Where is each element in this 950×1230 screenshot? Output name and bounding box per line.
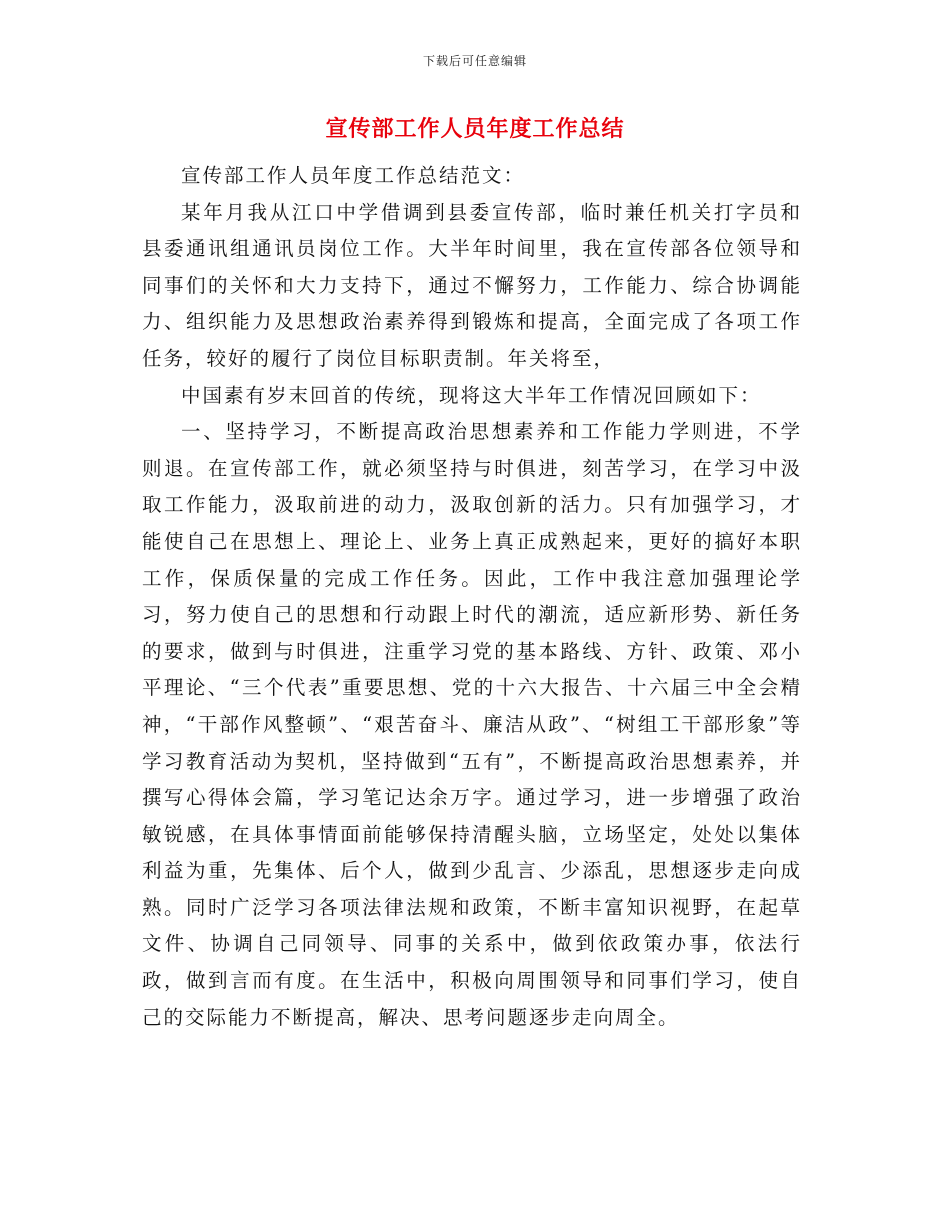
paragraph-background: 某年月我从江口中学借调到县委宣传部，临时兼任机关打字员和县委通讯组通讯员岗位工作。大半年时间里，我在宣传部各位领导和同事们的关怀和大力支持下，通过不懈努力，工作能力、综合协调能力、组织能力及思想政治素养得到锻炼和提高，全面完成了各项工作任务，较好的履行了岗位目标职责制。年关将至， xyxy=(142,200,802,370)
document-title: 宣传部工作人员年度工作总结 xyxy=(325,116,625,142)
page-header: 下载后可任意编辑 xyxy=(422,54,527,68)
paragraph-intro: 宣传部工作人员年度工作总结范文： xyxy=(181,164,526,187)
paragraph-section-one: 一、坚持学习，不断提高政治思想素养和工作能力学则进，不学则退。在宣传部工作，就必须坚持与时俱进，刻苦学习，在学习中汲取工作能力，汲取前进的动力，汲取创新的活力。只有加强学习，才能使自己在思想上、理论上、业务上真正成熟起来，更好的搞好本职工作，保质保量的完成工作任务。因此，工作中我注意加强理论学习，努力使自己的思想和行动跟上时代的潮流，适应新形势、新任务的要求，做到与时俱进，注重学习党的基本路线、方针、政策、邓小平理论、“三个代表”重要思想、党的十六大报告、十六届三中全会精神，“干部作风整顿”、“艰苦奋斗、廉洁从政”、“树组工干部形象”等学习教育活动为契机，坚持做到“五有”，不断提高政治思想素养，并撰写心得体会篇，学习笔记达余万字。通过学习，进一步增强了政治敏锐感，在具体事情面前能够保持清醒头脑，立场坚定，处处以集体利益为重，先集体、后个人，做到少乱言、少添乱，思想逐步走向成熟。同时广泛学习各项法律法规和政策，不断丰富知识视野，在起草文件、协调自己同领导、同事的关系中，做到依政策办事，依法行政，做到言而有度。在生活中，积极向周围领导和同事们学习，使自己的交际能力不断提高，解决、思考问题逐步走向周全。 xyxy=(142,420,802,1029)
document-body xyxy=(142,158,802,1036)
paragraph-review-intro: 中国素有岁末回首的传统，现将这大半年工作情况回顾如下： xyxy=(181,383,762,407)
